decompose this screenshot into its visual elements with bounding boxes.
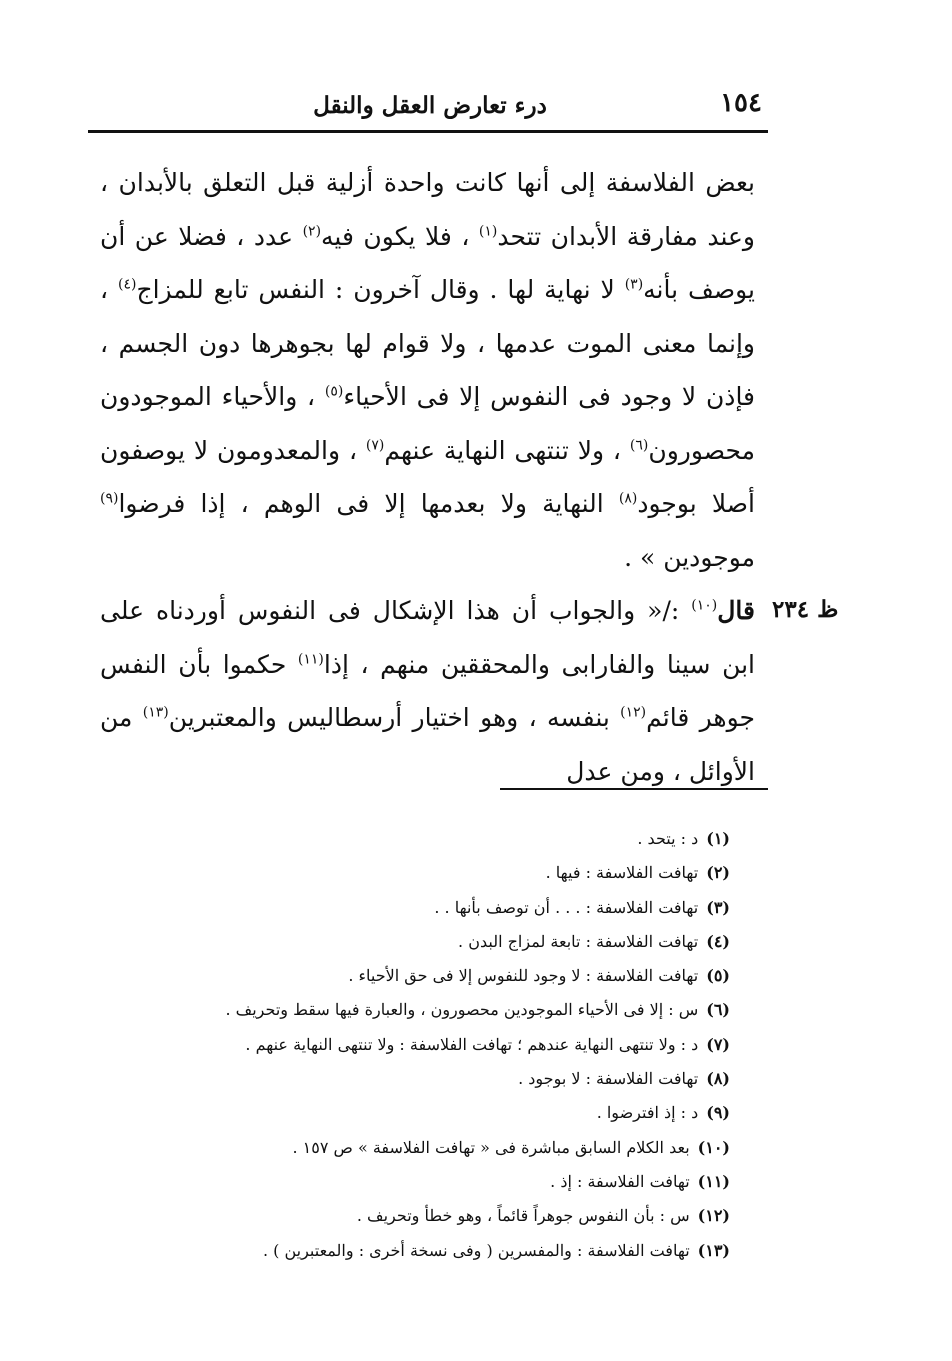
footnote-text: تهافت الفلاسفة : لا بوجود . xyxy=(518,1069,699,1089)
footnote-text: د : يتحد . xyxy=(637,829,699,848)
footnote-number: (١٠) xyxy=(697,1137,730,1157)
footnote-text: تهافت الفلاسفة : لا وجود للنفوس إلا فى حق الأحياء . xyxy=(348,966,699,986)
running-head: درء تعارض العقل والنقل xyxy=(313,92,547,119)
footnote-text: د : إذ افترضوا . xyxy=(596,1103,699,1123)
footnote-number: (١١) xyxy=(697,1171,730,1191)
footnote-ref-8: (٨) xyxy=(618,490,638,507)
footnote-item xyxy=(200,993,730,1027)
footnote-text: د : ولا تنتهى النهاية عندهم ؛ تهافت الفلاسفة : ولا تنتهى النهاية عنهم . xyxy=(245,1034,699,1054)
footnote-number: (١) xyxy=(706,829,730,848)
footnote-text: س : إلا فى الأحياء الموجودين محصورون ، والعبارة فيها سقط وتحريف . xyxy=(225,1000,699,1020)
text-run: :/« والجواب أن هذا الإشكال فى النفوس أوردناه على ابن سينا والفارابى والمحققين منهم ، إذا xyxy=(100,596,755,679)
footnote-ref-1: (١) xyxy=(478,223,498,240)
footnote-number: (٩) xyxy=(706,1103,730,1123)
footnote-number: (٣) xyxy=(706,897,730,917)
page-number: ١٥٤ xyxy=(720,88,762,118)
text-run: موجودين » . xyxy=(624,542,755,572)
footnote-ref-7: (٧) xyxy=(365,437,385,454)
footnote-item xyxy=(200,959,730,993)
footnote-ref-9: (٩) xyxy=(100,490,119,507)
footnote-text: بعد الكلام السابق مباشرة فى « تهافت الفلاسفة » ص ١٥٧ . xyxy=(292,1137,690,1157)
footnote-ref-10: (١٠) xyxy=(691,597,718,614)
footnote-item xyxy=(200,891,730,925)
footnote-item xyxy=(200,856,730,890)
footnote-ref-6: (٦) xyxy=(629,437,649,454)
text-run: من الأوائل ، ومن عدل xyxy=(100,703,755,786)
footnote-ref-3: (٣) xyxy=(624,276,644,293)
footnote-item xyxy=(200,822,730,856)
main-text xyxy=(100,156,755,798)
text-run: لا نهاية لها . وقال آخرون : النفس تابع للمزاج xyxy=(136,275,625,304)
margin-folio-note: ظ ٢٣٤ xyxy=(772,596,839,623)
footnote-number: (٦) xyxy=(706,1000,730,1020)
footnote-number: (٤) xyxy=(706,931,730,951)
text-run: ، وإنما معنى الموت عدمها ، ولا قوام لها بجوهرها دون الجسم ، فإذن لا وجود فى النفوس إلا فى الأحياء xyxy=(100,275,756,411)
footnote-number: (٧) xyxy=(706,1034,730,1054)
footnote-item xyxy=(200,1131,730,1165)
footnote-ref-2: (٢) xyxy=(302,223,322,240)
footnote-item xyxy=(200,1096,730,1130)
footnote-ref-12: (١٢) xyxy=(620,704,647,721)
footnote-item xyxy=(200,1199,730,1233)
footnote-number: (١٢) xyxy=(697,1206,730,1226)
footnote-item xyxy=(200,1165,730,1199)
text-run: ، فلا يكون فيه xyxy=(321,221,479,251)
footnote-text: تهافت الفلاسفة : تابعة لمزاج البدن . xyxy=(458,931,699,951)
text-run: ، والأحياء الموجودون محصورون xyxy=(100,382,755,465)
footnote-number: (٥) xyxy=(706,966,730,986)
footnote-item xyxy=(200,1234,730,1268)
header-rule xyxy=(88,130,768,133)
paragraph-1 xyxy=(100,156,755,584)
text-run: بنفسه ، وهو اختيار أرسطاليس والمعتبرين xyxy=(168,703,621,732)
text-run: ، ولا تنتهى النهاية عنهم xyxy=(384,435,630,465)
paragraph-2 xyxy=(100,584,755,798)
text-run: بعض الفلاسفة إلى أنها كانت واحدة أزلية قبل التعلق بالأبدان ، وعند مفارقة الأبدان تتحد xyxy=(100,168,755,251)
footnote-separator xyxy=(500,788,768,790)
text-run: النهاية ولا بعدمها إلا فى الوهم ، إذا فرضوا xyxy=(118,489,619,518)
footnote-text: تهافت الفلاسفة : إذ . xyxy=(550,1171,690,1191)
paragraph-lead-word: قال xyxy=(717,596,755,625)
footnotes-list xyxy=(200,822,730,1268)
footnote-ref-4: (٤) xyxy=(118,276,137,293)
footnote-number: (٨) xyxy=(706,1069,730,1089)
footnote-text: تهافت الفلاسفة : فيها . xyxy=(545,863,699,883)
footnote-ref-11: (١١) xyxy=(297,651,324,668)
footnote-item xyxy=(200,925,730,959)
text-run: حكموا بأن النفس جوهر قائم xyxy=(100,649,755,732)
footnote-number: (٢) xyxy=(706,863,730,883)
footnote-number: (١٣) xyxy=(697,1240,730,1260)
footnote-text: تهافت الفلاسفة : والمفسرين ( وفى نسخة أخرى : والمعتبرين ) . xyxy=(262,1240,690,1260)
footnote-ref-5: (٥) xyxy=(324,383,344,400)
footnote-item xyxy=(200,1062,730,1096)
footnote-text: س : بأن النفوس جوهراً قائماً ، وهو خطأ وتحريف . xyxy=(356,1206,690,1226)
footnote-ref-13: (١٣) xyxy=(142,704,169,721)
text-run: ، والمعدومون لا يوصفون أصلا بوجود xyxy=(100,435,755,518)
text-run: عدد ، فضلا عن أن يوصف بأنه xyxy=(100,221,755,304)
footnote-text: تهافت الفلاسفة : . . . أن توصف بأنها . . xyxy=(434,897,699,917)
footnote-item xyxy=(200,1028,730,1062)
